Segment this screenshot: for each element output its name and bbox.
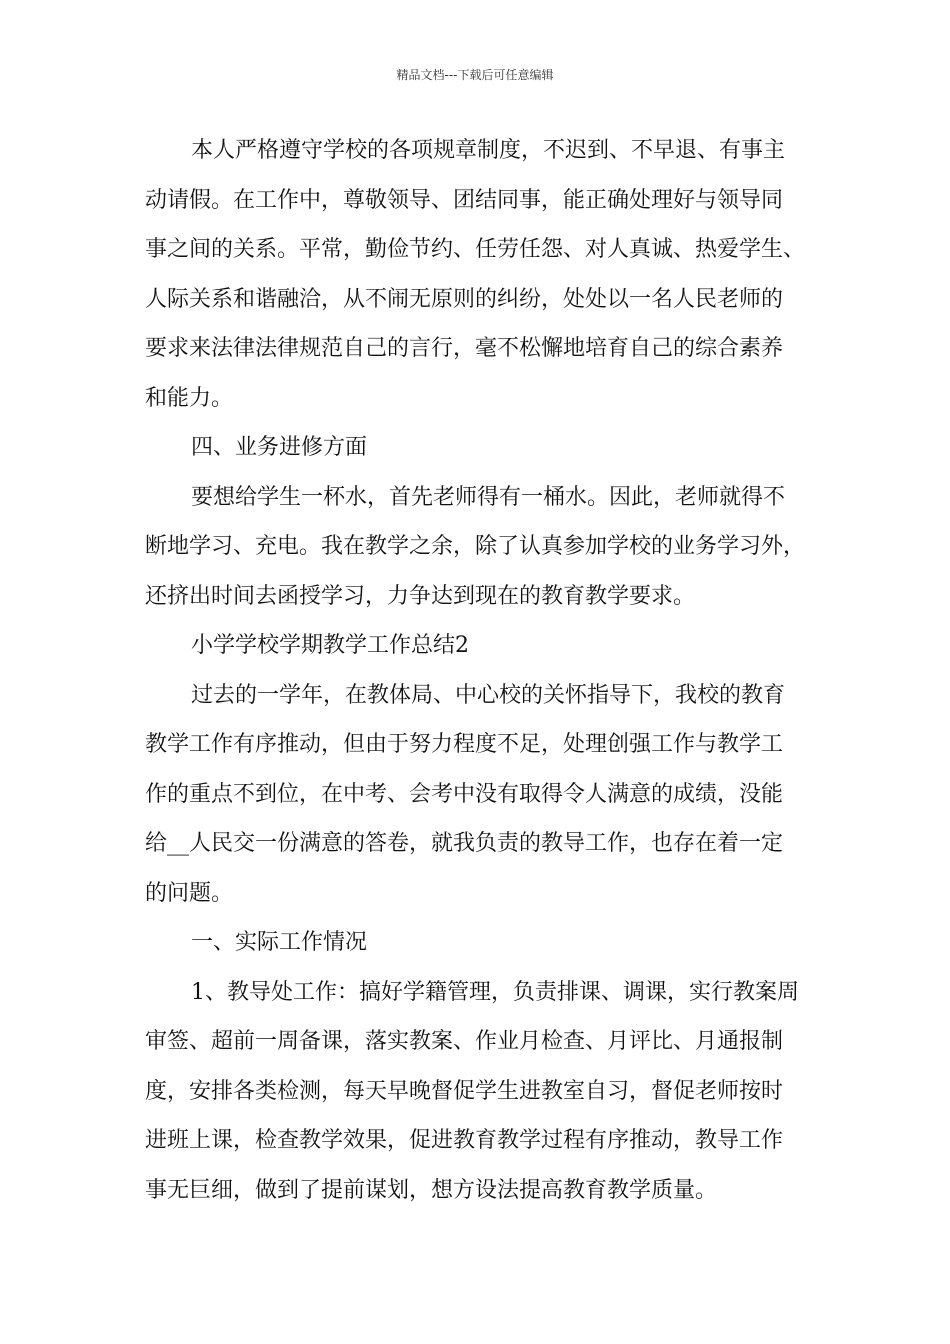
text-line: 审签、超前一周备课，落实教案、作业月检查、月评比、月通报制	[145, 1029, 784, 1054]
section-title-summary-2	[145, 621, 825, 671]
text-line: 要想给学生一杯水，首先老师得有一桶水。因此，老师就得不	[191, 484, 786, 510]
text-line: 教学工作有序推动，但由于努力程度不足，处理创强工作与教学工	[145, 732, 784, 757]
text-line: 人际关系和谐融洽，从不闹无原则的纠纷，处处以一名人民老师的	[145, 286, 784, 312]
text-line: 作的重点不到位，在中考、会考中没有取得令人满意的成绩，没能	[145, 781, 784, 807]
section-heading-work	[145, 918, 825, 968]
text-line: 小学学校学期教学工作总结2	[191, 633, 469, 658]
paragraph-conduct	[145, 126, 825, 423]
text-line: 度，安排各类检测，每天早晚督促学生进教室自习，督促老师按时	[145, 1078, 784, 1104]
text-line: 进班上课，检查教学效果，促进教育教学过程有序推动，教导工作	[145, 1128, 784, 1153]
paragraph-review	[145, 671, 825, 919]
text-line: 和能力。	[145, 385, 234, 411]
text-line: 过去的一学年，在教体局、中心校的关怀指导下，我校的教育	[191, 682, 786, 708]
text-line: 事之间的关系。平常，勤俭节约、任劳任怨、对人真诚、热爱学生、	[145, 237, 806, 262]
section-heading-study	[145, 423, 825, 473]
text-line: 要求来法律法律规范自己的言行，毫不松懈地培育自己的综合素养	[145, 336, 784, 361]
document-body	[145, 126, 825, 1215]
text-line: 事无巨细，做到了提前谋划，想方设法提高教育教学质量。	[145, 1177, 718, 1203]
paragraph-study	[145, 473, 825, 622]
text-line: 四、业务进修方面	[191, 435, 368, 460]
page-header: 精品文档---下载后可任意编辑	[396, 68, 554, 82]
text-line: 给__人民交一份满意的答卷，就我负责的教导工作，也存在着一定	[145, 831, 784, 856]
text-line: 动请假。在工作中，尊敬领导、团结同事，能正确处理好与领导同	[145, 187, 784, 213]
text-line: 断地学习、充电。我在教学之余，除了认真参加学校的业务学习外，	[145, 534, 806, 559]
text-line: 本人严格遵守学校的各项规章制度，不迟到、不早退、有事主	[191, 138, 786, 163]
text-line: 的问题。	[145, 880, 234, 906]
text-line: 还挤出时间去函授学习，力争达到现在的教育教学要求。	[145, 583, 696, 609]
paragraph-office-work	[145, 968, 825, 1216]
text-line: 1、教导处工作：搞好学籍管理，负责排课、调课，实行教案周	[191, 979, 799, 1005]
text-line: 一、实际工作情况	[191, 930, 368, 955]
